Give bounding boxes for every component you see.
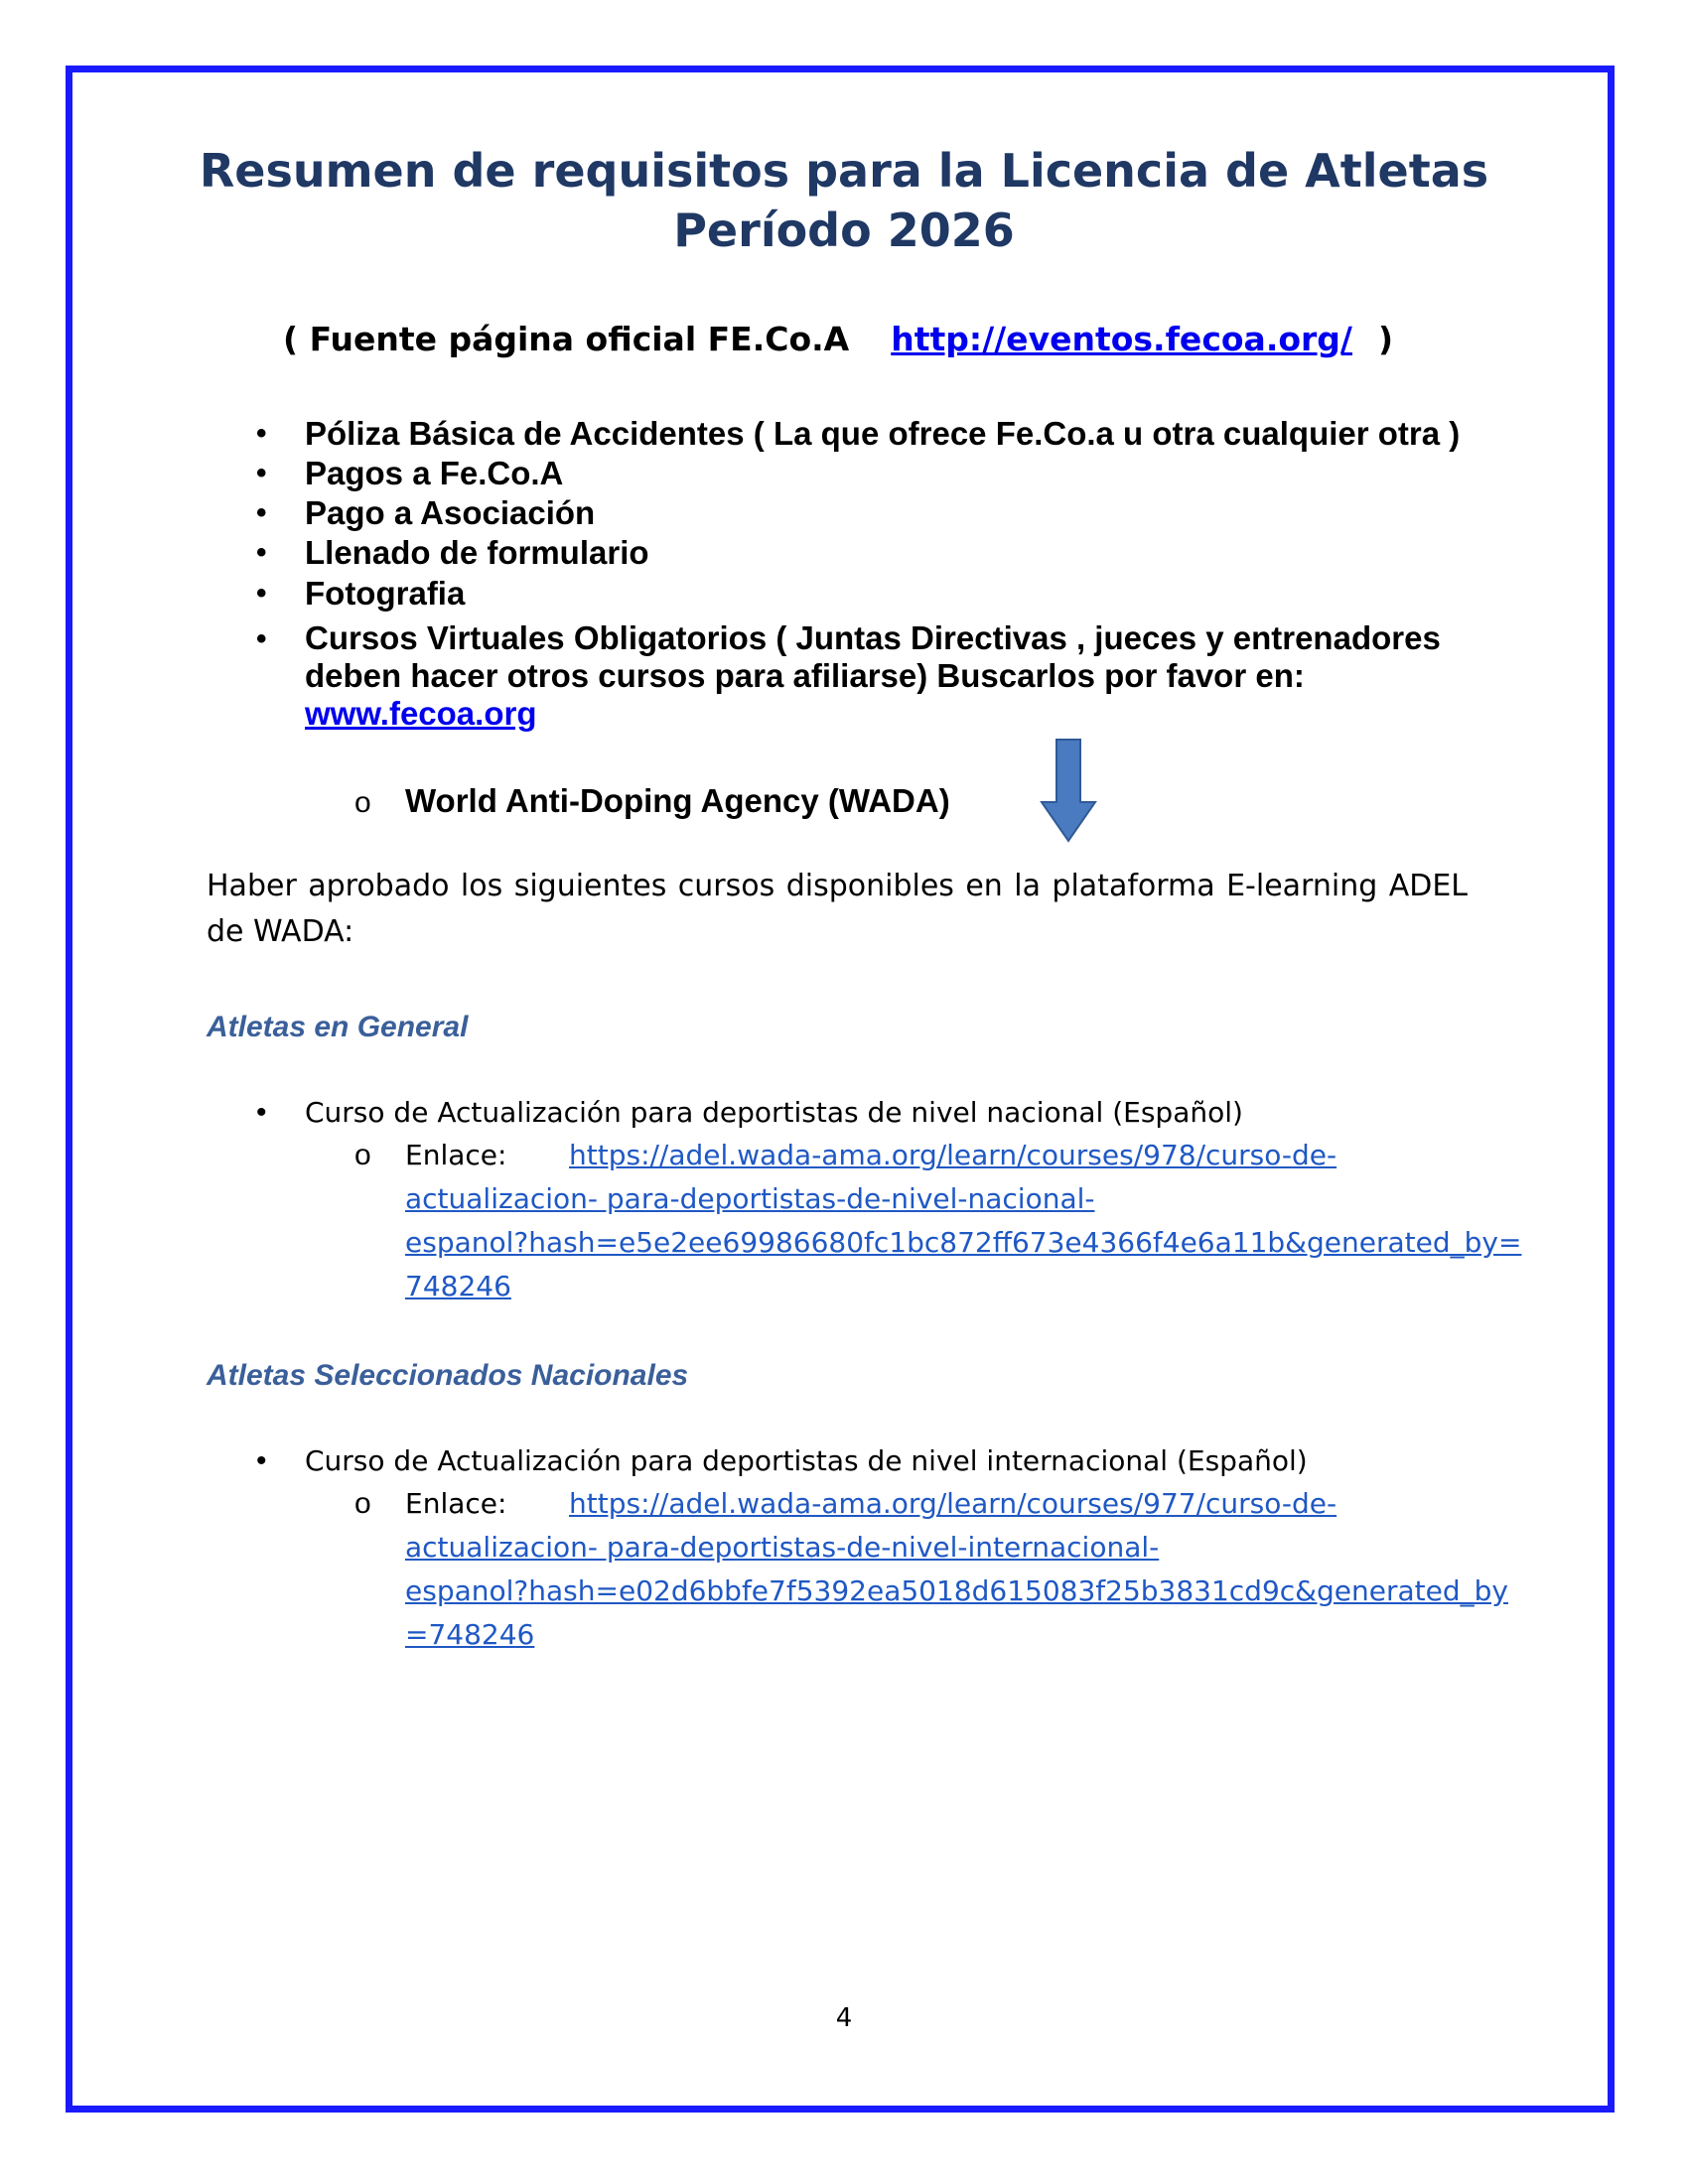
bullet-icon: • [256, 577, 267, 610]
course-link-line[interactable]: actualizacion- para-deportistas-de-nivel-internacional- [405, 1531, 1160, 1564]
source-prefix: ( Fuente página oficial FE.Co.A [283, 320, 850, 358]
source-suffix: ) [1377, 320, 1394, 358]
course-link-line[interactable]: 748246 [405, 1270, 511, 1302]
requirement-text: Cursos Virtuales Obligatorios ( Juntas Directivas , jueces y entrenadores deben hacer otros cursos para afiliarse) Buscarlos por favor en: [305, 619, 1441, 694]
arrow-down-icon [1039, 739, 1098, 843]
course-title: Curso de Actualización para deportistas de nivel internacional (Español) [305, 1444, 1308, 1477]
course-link-line[interactable]: https://adel.wada-ama.org/learn/courses/977/curso-de- [569, 1487, 1337, 1520]
page-title-line-2: Período 2026 [673, 204, 1015, 257]
course-link-line[interactable]: https://adel.wada-ama.org/learn/courses/978/curso-de- [569, 1139, 1337, 1171]
course-link-line[interactable]: =748246 [405, 1618, 535, 1651]
intro-paragraph: Haber aprobado los siguientes cursos disponibles en la plataforma E-learning ADEL de WADA: [207, 869, 1468, 949]
bullet-icon: • [256, 417, 267, 450]
requirement-text: Pago a Asociación [305, 494, 596, 531]
sub-bullet-icon: o [354, 1139, 371, 1171]
link-label: Enlace: [405, 1487, 507, 1520]
requirement-text: Póliza Básica de Accidentes ( La que ofrece Fe.Co.a u otra cualquier otra ) [305, 415, 1461, 452]
course-link-line[interactable]: espanol?hash=e5e2ee69986680fc1bc872ff673e4366f4e6a11b&generated_by= [405, 1226, 1522, 1259]
page-number: 4 [835, 2003, 853, 2033]
course-title: Curso de Actualización para deportistas de nivel nacional (Español) [305, 1096, 1243, 1129]
fecoa-link[interactable]: www.fecoa.org [305, 695, 537, 732]
bullet-icon: • [256, 1444, 267, 1477]
requirement-text: Llenado de formulario [305, 534, 649, 571]
page-title-line-1: Resumen de requisitos para la Licencia de Atletas [199, 144, 1489, 198]
requirement-text: Pagos a Fe.Co.A [305, 455, 564, 491]
source-line [283, 320, 1393, 359]
requirement-text: Fotografia [305, 575, 466, 612]
bullet-icon: • [256, 457, 267, 489]
sub-bullet-icon: o [354, 786, 371, 819]
bullet-icon: • [256, 496, 267, 529]
link-label: Enlace: [405, 1139, 507, 1171]
bullet-icon: • [256, 622, 267, 655]
page-border [66, 66, 1615, 2113]
course-link-line[interactable]: actualizacion- para-deportistas-de-nivel-nacional- [405, 1182, 1095, 1215]
sub-bullet-icon: o [354, 1487, 371, 1520]
bullet-icon: • [256, 536, 267, 569]
source-link[interactable]: http://eventos.fecoa.org/ [891, 320, 1352, 358]
wada-item: World Anti-Doping Agency (WADA) [405, 782, 950, 819]
section-heading: Atletas en General [207, 1011, 469, 1043]
course-link-line[interactable]: espanol?hash=e02d6bbfe7f5392ea5018d615083f25b3831cd9c&generated_by [405, 1574, 1508, 1607]
section-heading: Atletas Seleccionados Nacionales [207, 1359, 689, 1392]
bullet-icon: • [256, 1096, 267, 1129]
